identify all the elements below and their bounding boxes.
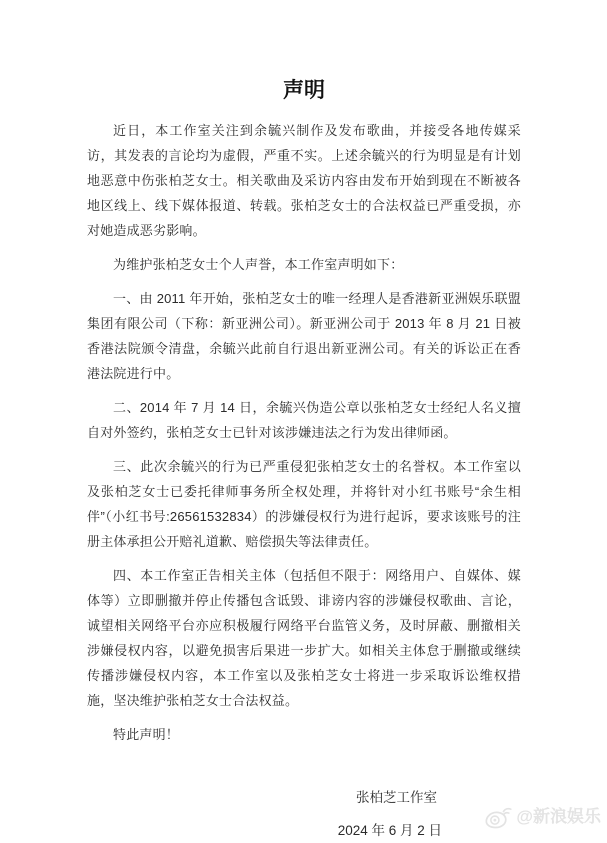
paragraph-item-1: 一、由 2011 年开始，张柏芝女士的唯一经理人是香港新亚洲娱乐联盟集团有限公司（下称：新亚洲公司）。新亚洲公司于 2013 年 8 月 21 日被香港法院颁令清盘，余毓兴此前自行退出新亚洲公司。有关的诉讼正在香港法院进行中。 xyxy=(87,291,521,381)
signature-name: 张柏芝工作室 xyxy=(356,790,437,805)
weibo-icon xyxy=(484,805,512,829)
paragraph-intro: 近日，本工作室关注到余毓兴制作及发布歌曲，并接受各地传媒采访，其发表的言论均为虚假，严重不实。上述余毓兴的行为明显是有计划地恶意中伤张柏芝女士。相关歌曲及采访内容由发布开始到现在不断被各地区线上、线下媒体报道、转载。张柏芝女士的合法权益已严重受损，亦对她造成恶劣影响。 xyxy=(87,123,521,238)
signature-date: 2024 年 6 月 2 日 xyxy=(337,823,442,838)
paragraph-item-3: 三、此次余毓兴的行为已严重侵犯张柏芝女士的名誉权。本工作室以及张柏芝女士已委托律师事务所全权处理，并将针对小红书账号“余生相伴”（小红书号:26561532834）的涉嫌侵权行为进行起诉，要求该账号的注册主体承担公开赔礼道歉、赔偿损失等法律责任。 xyxy=(87,459,521,549)
watermark-handle: @新浪娱乐 xyxy=(516,807,601,826)
paragraph-item-4: 四、本工作室正告相关主体（包括但不限于：网络用户、自媒体、媒体等）立即删撤并停止传播包含诋毁、诽谤内容的涉嫌侵权歌曲、言论，诚望相关网络平台亦应积极履行网络平台监管义务，及时屏蔽、删撤相关涉嫌侵权内容，以避免损害后果进一步扩大。如相关主体怠于删撤或继续传播涉嫌侵权内容，本工作室以及张柏芝女士将进一步采取诉讼维权措施，坚决维护张柏芝女士合法权益。 xyxy=(87,568,521,708)
closing-statement: 特此声明！ xyxy=(113,727,180,742)
document-title: 声明 xyxy=(283,79,325,102)
paragraph-item-2: 二、2014 年 7 月 14 日，余毓兴伪造公章以张柏芝女士经纪人名义擅自对外签约，张柏芝女士已针对该涉嫌违法之行为发出律师函。 xyxy=(87,400,521,440)
watermark xyxy=(484,805,601,829)
paragraph-preamble: 为维护张柏芝女士个人声誉，本工作室声明如下： xyxy=(113,257,404,272)
signature-block xyxy=(87,785,521,843)
